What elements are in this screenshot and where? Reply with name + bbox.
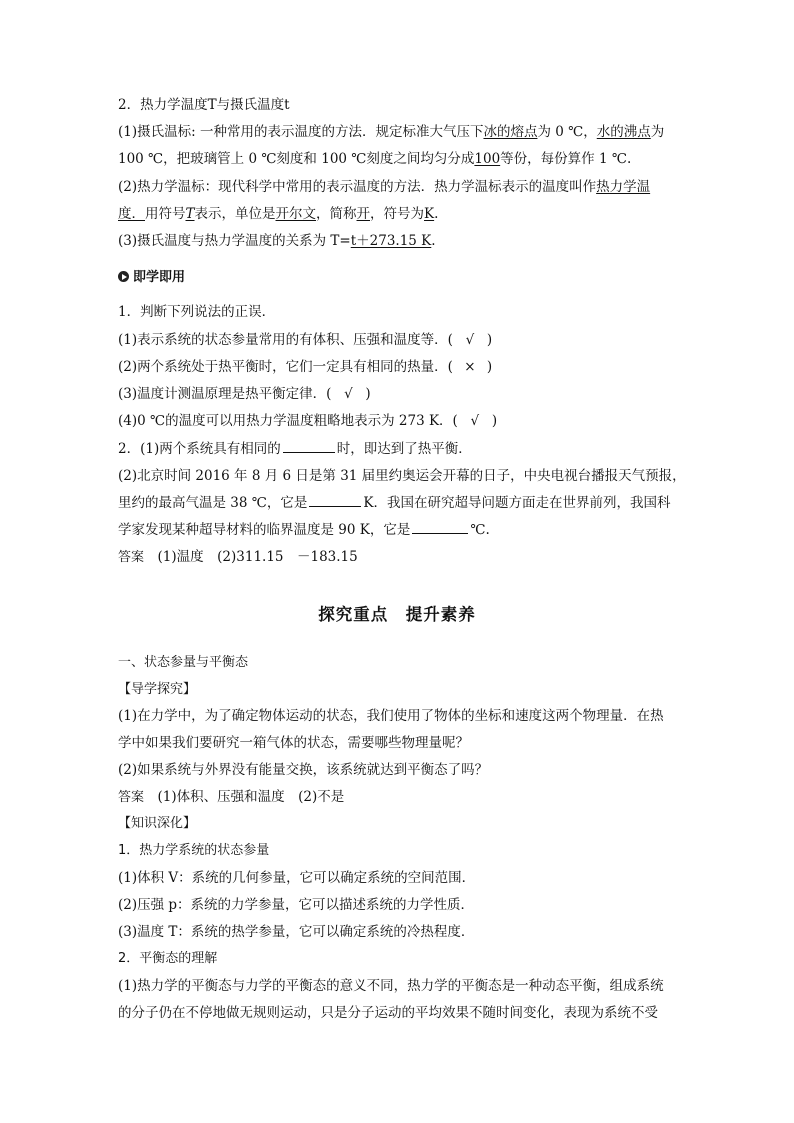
temp-heading: 2．热力学温度T与摄氏温度t xyxy=(118,97,290,113)
part1-heading: 一、状态参量与平衡态 xyxy=(118,655,249,670)
blank-answer: T xyxy=(185,206,195,222)
practice-q1: 1．判断下列说法的正误． xyxy=(118,304,276,320)
deep-line-5: 的分子仍在不停地做无规则运动，只是分子运动的平均效果不随时间变化，表现为系统不受 xyxy=(118,1005,658,1021)
deep-heading-1: 1．热力学系统的状态参量 xyxy=(118,843,270,858)
guide-line-1: (1)在力学中，为了确定物体运动的状态，我们使用了物体的坐标和速度这两个物理量．在热 xyxy=(118,708,664,724)
judge-item-3: (3)温度计测温原理是热平衡定律．( √ ) xyxy=(118,386,371,402)
fill-blank xyxy=(412,520,468,534)
guide-label: 【导学探究】 xyxy=(118,682,197,697)
blank-answer: 度． xyxy=(118,206,145,222)
guide-line-2: 学中如果我们要研究一箱气体的状态，需要哪些物理量呢？ xyxy=(118,735,469,751)
play-icon xyxy=(118,271,129,282)
practice-q2-line-2: (2)北京时间 2016 年 8 月 6 日是第 31 届里约奥运会开幕的日子，中央电视台播报天气预报， xyxy=(118,468,686,484)
fill-blank xyxy=(283,439,335,453)
blank-answer: K xyxy=(424,206,435,222)
deep-heading-2: 2．平衡态的理解 xyxy=(118,951,218,966)
practice-heading: 即学即用 xyxy=(118,268,704,288)
celsius-line-2: 100 ℃，把玻璃管上 0 ℃刻度和 100 ℃刻度之间均匀分成100等份，每份算作 1 ℃. xyxy=(118,151,632,167)
judge-item-4: (4)0 ℃的温度可以用热力学温度粗略地表示为 273 K．( √ ) xyxy=(118,413,498,429)
thermo-line-1: (2)热力学温标：现代科学中常用的表示温度的方法．热力学温标表示的温度叫作热力学温 xyxy=(118,179,651,195)
judge-item-2: (2)两个系统处于热平衡时，它们一定具有相同的热量．( × ) xyxy=(118,359,493,375)
blank-answer: 冰的熔点 xyxy=(483,124,538,140)
section-title: 探究重点 提升素养 xyxy=(318,605,476,624)
thermo-line-2: 度．用符号T表示，单位是开尔文，简称开，符号为K. xyxy=(118,206,439,222)
blank-answer: 水的沸点 xyxy=(596,124,651,140)
blank-answer: 开 xyxy=(356,206,371,222)
relation-line: (3)摄氏温度与热力学温度的关系为 T=t＋273.15 K. xyxy=(118,233,436,249)
practice-q2-line-4: 学家发现某种超导材料的临界温度是 90 K，它是 ℃. xyxy=(118,522,490,538)
blank-answer: t＋273.15 K xyxy=(350,233,432,249)
deep-line-1: (1)体积 V：系统的几何参量，它可以确定系统的空间范围． xyxy=(118,870,476,886)
fill-blank xyxy=(309,493,361,507)
judge-item-1: (1)表示系统的状态参量常用的有体积、压强和温度等．( √ ) xyxy=(118,332,493,348)
practice-q2-line-1: 2．(1)两个系统具有相同的 时，即达到了热平衡． xyxy=(118,441,472,457)
deep-label: 【知识深化】 xyxy=(118,816,197,831)
blank-answer: 热力学温 xyxy=(596,179,651,195)
deep-line-2: (2)压强 p：系统的力学参量，它可以描述系统的力学性质． xyxy=(118,897,475,913)
practice-answer: 答案 (1)温度 (2)311.15 －183.15 xyxy=(118,549,358,565)
guide-line-3: (2)如果系统与外界没有能量交换，该系统就达到平衡态了吗？ xyxy=(118,762,489,778)
celsius-line-1: (1)摄氏温标: 一种常用的表示温度的方法．规定标准大气压下冰的熔点为 0 ℃，水的沸点为 xyxy=(118,124,665,140)
blank-answer: 100 xyxy=(474,151,501,167)
deep-line-4: (1)热力学的平衡态与力学的平衡态的意义不同，热力学的平衡态是一种动态平衡，组成系统 xyxy=(118,978,664,994)
deep-line-3: (3)温度 T：系统的热学参量，它可以确定系统的冷热程度． xyxy=(118,924,475,940)
practice-q2-line-3: 里约的最高气温是 38 ℃，它是 K．我国在研究超导问题方面走在世界前列，我国科 xyxy=(118,495,671,511)
guide-answer: 答案 (1)体积、压强和温度 (2)不是 xyxy=(118,789,345,805)
blank-answer: 开尔文 xyxy=(275,206,317,222)
